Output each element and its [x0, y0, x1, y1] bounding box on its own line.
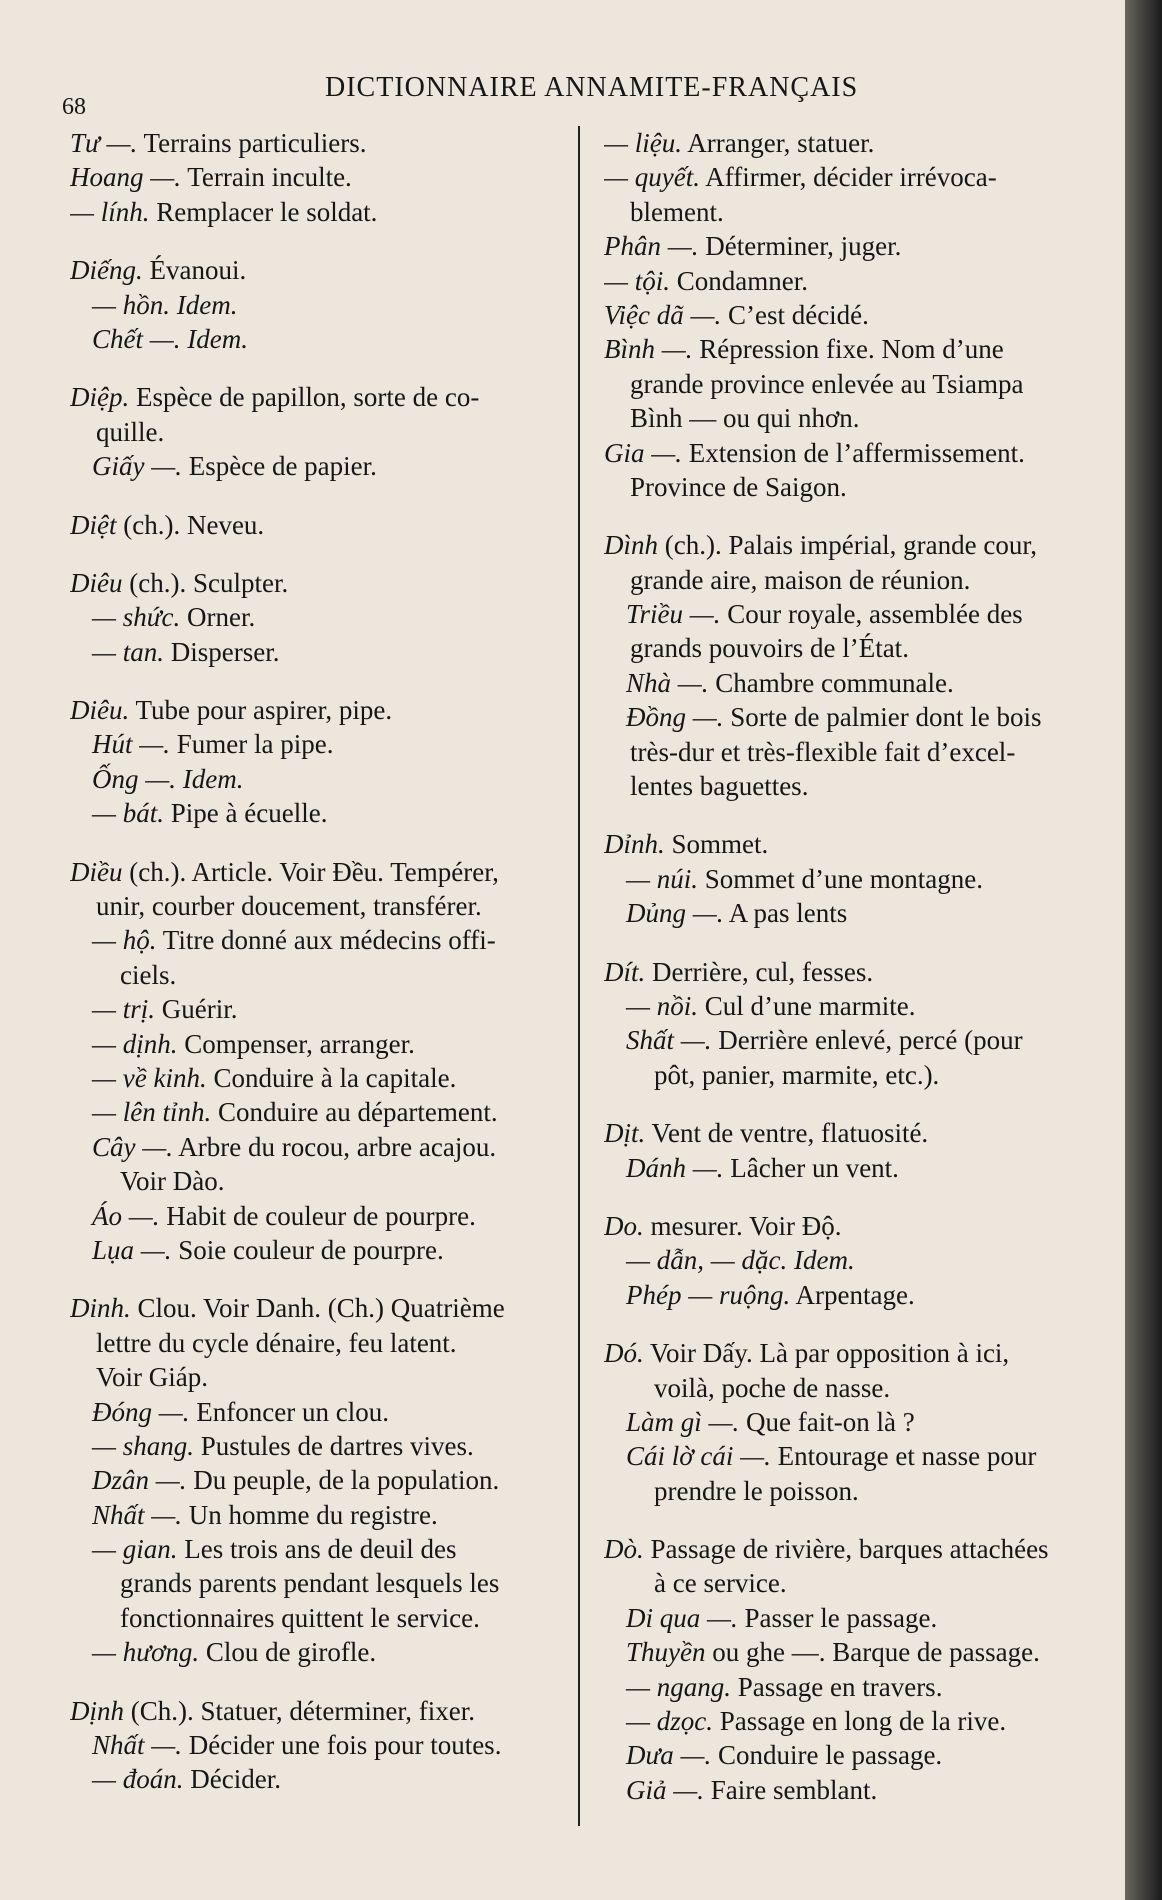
entry-subentry-line — [70, 1532, 590, 1566]
entry-subentry-line — [604, 298, 1104, 332]
left-column — [70, 126, 590, 1821]
entry-subentry-line — [70, 1395, 590, 1429]
annamite-term: Nhất —. — [92, 1730, 183, 1761]
french-definition: A pas lents — [723, 898, 848, 929]
entry-subentry-line — [604, 862, 1104, 896]
annamite-term: Dít. — [604, 956, 646, 987]
entry-subentry-line — [70, 1463, 590, 1497]
french-definition: Clou. Voir Danh. (Ch.) Quatrième — [130, 1293, 505, 1324]
annamite-term: — tan. — [92, 636, 165, 667]
french-definition: Derrière, cul, fesses. — [645, 956, 874, 987]
entry-continuation-line — [70, 958, 590, 992]
annamite-term: Dịt. — [604, 1118, 646, 1149]
entry-continuation-line — [604, 367, 1104, 401]
annamite-term: Thuyền — [626, 1637, 706, 1668]
annamite-term: Gia —. — [604, 437, 683, 468]
annamite-term: — quyết. — [604, 162, 700, 193]
french-definition: mesurer. Voir Độ. — [643, 1210, 842, 1241]
entry-subentry-line — [70, 1095, 590, 1129]
entry-headword-line — [70, 380, 590, 414]
running-title: DICTIONNAIRE ANNAMITE-FRANÇAIS — [325, 72, 859, 103]
french-definition: (Ch.). Statuer, déterminer, fixer. — [124, 1695, 475, 1726]
dictionary-entry — [604, 1336, 1104, 1508]
annamite-term: Chết —. Idem. — [92, 323, 248, 354]
french-definition: Passage en travers. — [731, 1671, 943, 1702]
entry-headword-line — [70, 253, 590, 287]
entry-subentry-line — [604, 1704, 1104, 1738]
french-definition: Remplacer le soldat. — [149, 196, 378, 227]
entry-continuation-line — [70, 1326, 590, 1360]
entry-continuation-line — [604, 195, 1104, 229]
annamite-term: Áo —. — [92, 1200, 160, 1231]
french-definition: Les trois ans de deuil des — [177, 1534, 457, 1565]
french-definition: voilà, poche de nasse. — [654, 1372, 891, 1403]
dictionary-entry — [604, 1116, 1104, 1185]
entry-continuation-line — [604, 1474, 1104, 1508]
french-definition: pôt, panier, marmite, etc.). — [654, 1059, 940, 1090]
annamite-term: Đồng —. — [626, 702, 724, 733]
french-definition: Cul d’une marmite. — [698, 990, 916, 1021]
french-definition: Décider. — [183, 1764, 281, 1795]
french-definition: grande province enlevée au Tsiampa — [630, 368, 1024, 399]
entry-subentry-line — [604, 1243, 1104, 1277]
dictionary-entry — [70, 693, 590, 831]
annamite-term: Diều — [70, 856, 123, 887]
french-definition: lentes baguettes. — [630, 771, 809, 802]
french-definition: grands pouvoirs de l’État. — [630, 633, 909, 664]
french-definition: Condamner. — [670, 265, 808, 296]
french-definition: Faire semblant. — [704, 1774, 878, 1805]
annamite-term: Dzân —. — [92, 1465, 187, 1496]
annamite-term: — hộ. — [92, 925, 157, 956]
dictionary-entry — [604, 1209, 1104, 1312]
entry-subentry-line — [604, 896, 1104, 930]
page-edge-shadow — [1125, 0, 1162, 1900]
entry-subentry-line — [70, 1728, 590, 1762]
french-definition: Voir Dấy. Là par opposition à ici, — [643, 1338, 1010, 1369]
entry-headword-line — [604, 827, 1104, 861]
annamite-term: Dinh. — [70, 1293, 131, 1324]
annamite-term: Di qua —. — [626, 1602, 738, 1633]
entry-headword-line — [604, 1532, 1104, 1566]
annamite-term: Dủng —. — [626, 898, 724, 929]
french-definition: Entourage et nasse pour — [770, 1441, 1037, 1472]
entry-subentry-line — [70, 1429, 590, 1463]
entry-headword-line — [70, 1291, 590, 1325]
french-definition: Passage de rivière, barques attachées — [643, 1534, 1049, 1565]
french-definition: unir, courber doucement, transférer. — [96, 891, 482, 922]
dictionary-entry — [70, 566, 590, 669]
entry-subentry-line — [70, 727, 590, 761]
dictionary-entry — [604, 126, 1104, 504]
french-definition: Pipe à écuelle. — [164, 798, 328, 829]
annamite-term: Tư —. — [70, 128, 138, 158]
entry-continuation-line — [604, 735, 1104, 769]
french-definition: Fumer la pipe. — [170, 729, 334, 760]
annamite-term: Dó. — [604, 1338, 644, 1369]
french-definition: Déterminer, juger. — [698, 231, 902, 262]
dictionary-entry — [70, 1291, 590, 1669]
french-definition: Conduire le passage. — [711, 1740, 943, 1771]
entry-continuation-line — [70, 1360, 590, 1394]
french-definition: Conduire au département. — [211, 1097, 498, 1128]
entry-subentry-line — [70, 1199, 590, 1233]
entry-continuation-line — [604, 401, 1104, 435]
french-definition: Voir Giáp. — [96, 1362, 208, 1393]
annamite-term: — ngang. — [626, 1671, 732, 1702]
french-definition: (ch.). Sculpter. — [122, 567, 289, 598]
annamite-term: Dưa —. — [626, 1740, 712, 1771]
annamite-term: Diêu — [70, 567, 123, 598]
entry-subentry-line — [604, 126, 1104, 160]
annamite-term: Giấy —. — [92, 451, 182, 482]
annamite-term: — dzọc. — [626, 1706, 713, 1737]
french-definition: Province de Saigon. — [630, 471, 847, 502]
french-definition: Orner. — [180, 602, 256, 633]
annamite-term: Diệt — [70, 509, 117, 540]
annamite-term: Phân —. — [604, 231, 699, 262]
entry-headword-line — [604, 528, 1104, 562]
dictionary-entry — [70, 508, 590, 542]
annamite-term: — hồn. Idem. — [92, 289, 238, 320]
french-definition: Évanoui. — [142, 255, 247, 286]
annamite-term: — lên tỉnh. — [92, 1097, 212, 1128]
dictionary-entry — [70, 855, 590, 1268]
entry-subentry-line — [70, 1635, 590, 1669]
french-definition: Arpentage. — [790, 1279, 915, 1310]
entry-subentry-line — [70, 322, 590, 356]
annamite-term: Dánh —. — [626, 1152, 724, 1183]
annamite-term: Shất —. — [626, 1025, 712, 1056]
french-definition: Arbre du rocou, arbre acajou. — [173, 1131, 497, 1162]
annamite-term: — dẫn, — dặc. Idem. — [626, 1245, 855, 1276]
annamite-term: — shang. — [92, 1430, 195, 1461]
entry-subentry-line — [604, 332, 1104, 366]
french-definition: Espèce de papillon, sorte de co- — [129, 382, 480, 413]
french-definition: Compenser, arranger. — [177, 1028, 415, 1059]
entry-subentry-line — [70, 195, 590, 229]
entry-headword-line — [70, 1694, 590, 1728]
french-definition: très-dur et très-flexible fait d’excel- — [630, 736, 1016, 767]
dictionary-entry — [604, 827, 1104, 930]
entry-headword-line — [604, 1116, 1104, 1150]
entry-subentry-line — [70, 762, 590, 796]
french-definition: Habit de couleur de pourpre. — [159, 1200, 476, 1231]
french-definition: fonctionnaires quittent le service. — [120, 1602, 480, 1633]
entry-subentry-line — [70, 160, 590, 194]
annamite-term: Nhà —. — [626, 667, 709, 698]
french-definition: Disperser. — [164, 636, 280, 667]
french-definition: Titre donné aux médecins offi- — [156, 925, 496, 956]
french-definition: (ch.). Palais impérial, grande cour, — [658, 530, 1038, 561]
french-definition: Voir Dào. — [120, 1166, 225, 1197]
annamite-term: Cái lờ cái —. — [626, 1441, 771, 1472]
entry-continuation-line — [604, 1566, 1104, 1600]
annamite-term: — lính. — [70, 196, 150, 227]
entry-subentry-line — [604, 1405, 1104, 1439]
french-definition: Que fait-on là ? — [739, 1406, 915, 1437]
entry-subentry-line — [604, 1635, 1104, 1669]
dictionary-entry — [604, 955, 1104, 1093]
entry-subentry-line — [70, 288, 590, 322]
entry-continuation-line — [604, 1371, 1104, 1405]
french-definition: Extension de l’affermissement. — [682, 437, 1025, 468]
entry-subentry-line — [70, 796, 590, 830]
annamite-term: Diệp. — [70, 382, 130, 413]
entry-subentry-line — [604, 160, 1104, 194]
french-definition: (ch.). Article. Voir Đều. Tempérer, — [122, 856, 499, 887]
entry-subentry-line — [70, 1130, 590, 1164]
entry-continuation-line — [604, 470, 1104, 504]
dictionary-entry — [70, 126, 590, 229]
french-definition: grande aire, maison de réunion. — [630, 564, 971, 595]
annamite-term: Lụa —. — [92, 1234, 172, 1265]
entry-continuation-line — [70, 1566, 590, 1600]
annamite-term: Giả —. — [626, 1774, 705, 1805]
annamite-term: Phép — ruộng. — [626, 1279, 791, 1310]
entry-headword-line — [604, 1336, 1104, 1370]
entry-subentry-line — [604, 989, 1104, 1023]
entry-subentry-line — [70, 923, 590, 957]
entry-subentry-line — [70, 1061, 590, 1095]
french-definition: Sommet. — [664, 829, 769, 860]
annamite-term: Dò. — [604, 1534, 644, 1565]
dictionary-entry — [70, 253, 590, 356]
french-definition: (ch.). Neveu. — [116, 509, 265, 540]
dictionary-entry — [604, 528, 1104, 803]
entry-continuation-line — [70, 1601, 590, 1635]
french-definition: Affirmer, décider irrévoca- — [699, 162, 997, 193]
french-definition: à ce service. — [654, 1568, 787, 1599]
annamite-term: — liệu. — [604, 128, 682, 158]
page-number: 68 — [62, 94, 86, 120]
annamite-term: — dịnh. — [92, 1028, 178, 1059]
annamite-term: — hương. — [92, 1637, 200, 1668]
entry-subentry-line — [604, 229, 1104, 263]
french-definition: Soie couleur de pourpre. — [171, 1234, 444, 1265]
french-definition: Décider une fois pour toutes. — [182, 1730, 502, 1761]
french-definition: Tube pour aspirer, pipe. — [129, 695, 393, 726]
annamite-term: — đoán. — [92, 1764, 184, 1795]
entry-subentry-line — [70, 992, 590, 1026]
annamite-term: Ống —. Idem. — [92, 763, 244, 794]
french-definition: Passer le passage. — [737, 1602, 938, 1633]
entry-continuation-line — [604, 563, 1104, 597]
annamite-term: Làm gì —. — [626, 1406, 740, 1437]
french-definition: Guérir. — [155, 994, 238, 1025]
entry-continuation-line — [70, 415, 590, 449]
entry-subentry-line — [70, 1027, 590, 1061]
french-definition: Derrière enlevé, percé (pour — [711, 1025, 1023, 1056]
entry-subentry-line — [70, 1762, 590, 1796]
entry-subentry-line — [604, 1601, 1104, 1635]
annamite-term: Việc dã —. — [604, 299, 722, 330]
entry-subentry-line — [604, 1151, 1104, 1185]
entry-subentry-line — [604, 597, 1104, 631]
french-definition: Sommet d’une montagne. — [698, 863, 983, 894]
entry-continuation-line — [604, 769, 1104, 803]
annamite-term: Do. — [604, 1210, 644, 1241]
entry-headword-line — [70, 693, 590, 727]
french-definition: Terrains particuliers. — [137, 128, 367, 158]
french-definition: Sorte de palmier dont le bois — [723, 702, 1042, 733]
french-definition: Conduire à la capitale. — [206, 1062, 457, 1093]
annamite-term: — tội. — [604, 265, 671, 296]
french-definition: ou ghe —. Barque de passage. — [705, 1637, 1040, 1668]
french-definition: C’est décidé. — [721, 299, 869, 330]
french-definition: quille. — [96, 416, 165, 447]
dictionary-entry — [70, 380, 590, 483]
entry-continuation-line — [604, 1058, 1104, 1092]
entry-headword-line — [70, 508, 590, 542]
annamite-term: Hút —. — [92, 729, 171, 760]
french-definition: ciels. — [120, 959, 177, 990]
annamite-term: Triều —. — [626, 599, 721, 630]
entry-subentry-line — [604, 264, 1104, 298]
annamite-term: Dỉnh. — [604, 829, 665, 860]
french-definition: Un homme du registre. — [182, 1499, 438, 1530]
annamite-term: — bát. — [92, 798, 165, 829]
annamite-term: — trị. — [92, 994, 156, 1025]
french-definition: Du peuple, de la population. — [186, 1465, 500, 1496]
entry-subentry-line — [604, 1023, 1104, 1057]
french-definition: grands parents pendant lesquels les — [120, 1568, 500, 1599]
french-definition: prendre le poisson. — [654, 1475, 859, 1506]
french-definition: Terrain inculte. — [181, 162, 352, 193]
annamite-term: Cây —. — [92, 1131, 173, 1162]
entry-headword-line — [604, 1209, 1104, 1243]
entry-continuation-line — [70, 889, 590, 923]
annamite-term: — gian. — [92, 1534, 178, 1565]
french-definition: blement. — [630, 196, 724, 227]
entry-subentry-line — [70, 126, 590, 160]
french-definition: Arranger, statuer. — [682, 128, 875, 158]
french-definition: Bình — ou qui nhơn. — [630, 403, 860, 434]
french-definition: Enfoncer un clou. — [189, 1396, 389, 1427]
entry-subentry-line — [70, 600, 590, 634]
annamite-term: Dình — [604, 530, 658, 561]
entry-subentry-line — [70, 635, 590, 669]
french-definition: Espèce de papier. — [182, 451, 377, 482]
annamite-term: — về kinh. — [92, 1062, 207, 1093]
entry-subentry-line — [604, 1738, 1104, 1772]
entry-headword-line — [604, 955, 1104, 989]
entry-continuation-line — [70, 1164, 590, 1198]
entry-subentry-line — [604, 436, 1104, 470]
french-definition: Répression fixe. Nom d’une — [692, 334, 1004, 365]
annamite-term: — nồi. — [626, 990, 699, 1021]
entry-headword-line — [70, 855, 590, 889]
french-definition: Clou de girofle. — [199, 1637, 377, 1668]
annamite-term: Đóng —. — [92, 1396, 190, 1427]
annamite-term: — núi. — [626, 863, 699, 894]
entry-headword-line — [70, 566, 590, 600]
annamite-term: Dịnh — [70, 1695, 124, 1726]
entry-subentry-line — [70, 1498, 590, 1532]
annamite-term: Diêu. — [70, 695, 130, 726]
dictionary-entry — [604, 1532, 1104, 1807]
entry-subentry-line — [70, 449, 590, 483]
dictionary-entry — [70, 1694, 590, 1797]
french-definition: Lâcher un vent. — [723, 1152, 899, 1183]
annamite-term: — shức. — [92, 602, 181, 633]
french-definition: Passage en long de la rive. — [713, 1706, 1007, 1737]
entry-subentry-line — [604, 1670, 1104, 1704]
entry-subentry-line — [604, 666, 1104, 700]
annamite-term: Bình —. — [604, 334, 693, 365]
french-definition: Vent de ventre, flatuosité. — [645, 1118, 929, 1149]
entry-subentry-line — [604, 1773, 1104, 1807]
entry-subentry-line — [604, 1439, 1104, 1473]
entry-subentry-line — [70, 1233, 590, 1267]
annamite-term: Diếng. — [70, 255, 143, 286]
right-column — [604, 126, 1104, 1831]
entry-subentry-line — [604, 1278, 1104, 1312]
french-definition: Chambre communale. — [708, 667, 954, 698]
annamite-term: Nhất —. — [92, 1499, 183, 1530]
entry-continuation-line — [604, 631, 1104, 665]
annamite-term: Hoang —. — [70, 162, 182, 193]
french-definition: Cour royale, assemblée des — [720, 599, 1023, 630]
entry-subentry-line — [604, 700, 1104, 734]
french-definition: lettre du cycle dénaire, feu latent. — [96, 1327, 457, 1358]
french-definition: Pustules de dartres vives. — [194, 1430, 474, 1461]
